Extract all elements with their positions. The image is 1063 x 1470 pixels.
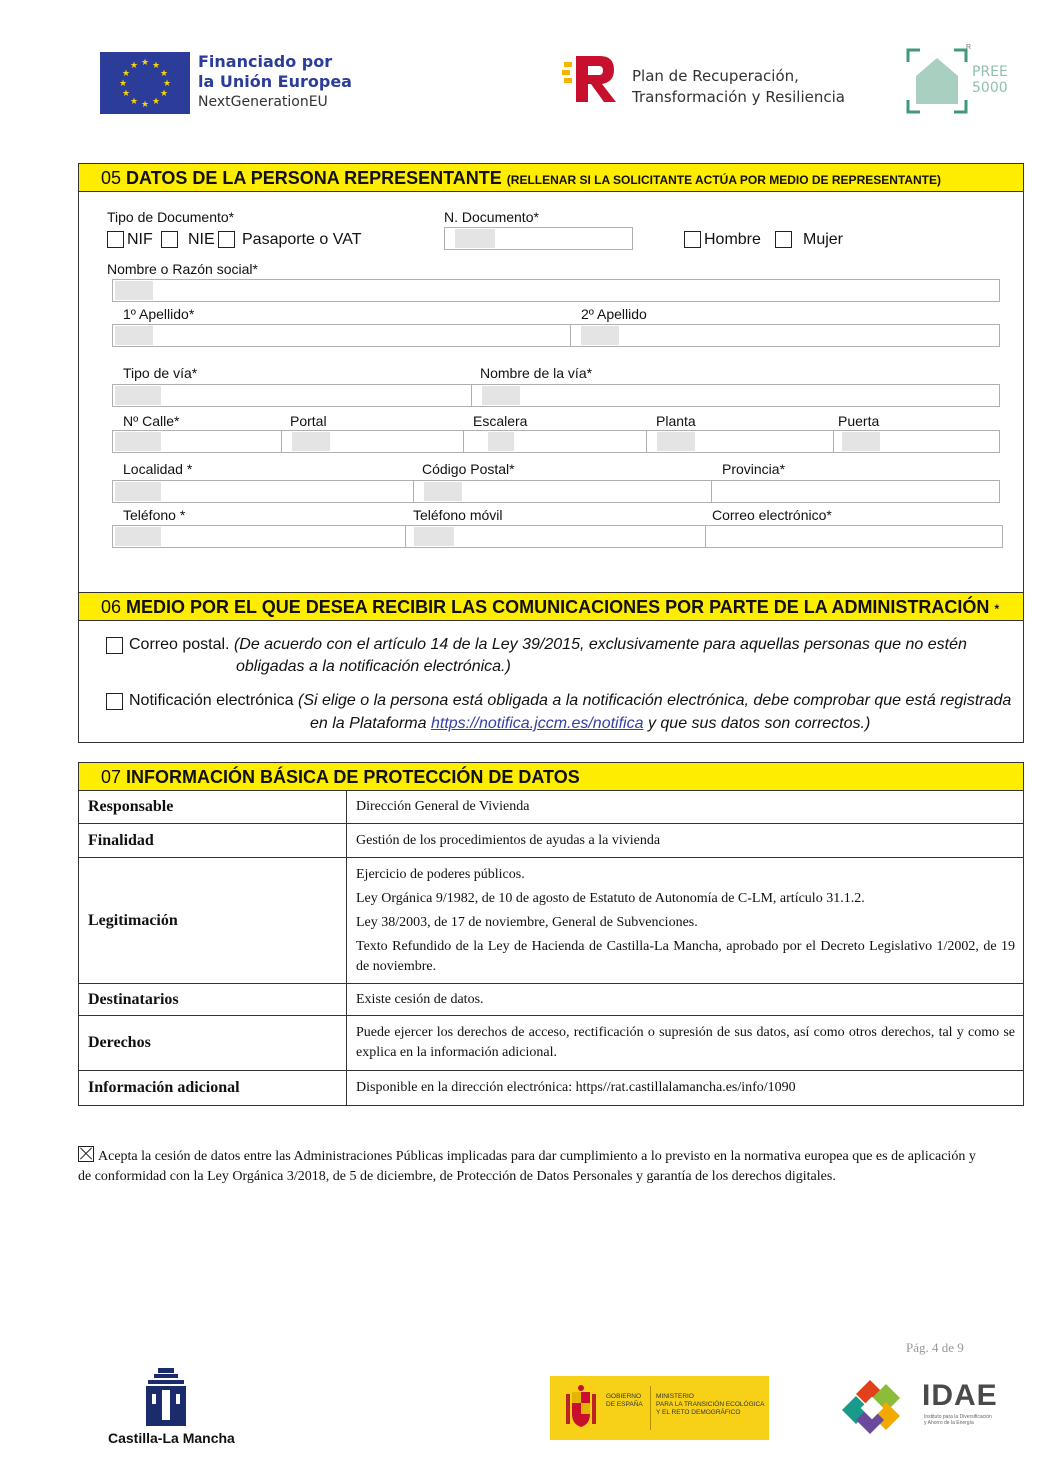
- mujer-checkbox[interactable]: [775, 231, 792, 248]
- tipo-via-label: Tipo de vía*: [123, 365, 198, 381]
- portal-label: Portal: [290, 413, 327, 429]
- pree-line-1: PREE: [972, 64, 1008, 80]
- correo-postal-checkbox[interactable]: [106, 637, 123, 654]
- section-06-title: MEDIO POR EL QUE DESEA RECIBIR LAS COMUNICACIONES POR PARTE DE LA ADMINISTRACIÓN: [126, 597, 990, 617]
- notificacion-electronica-text: [129, 690, 1011, 712]
- row-key: Destinatarios: [79, 984, 347, 1016]
- field-shading: [115, 527, 161, 546]
- ministerio-line-1: MINISTERIO: [656, 1393, 694, 1400]
- eu-line-3: NextGenerationEU: [198, 94, 328, 110]
- consent-text: Acepta la cesión de datos entre las Administraciones Públicas implicadas para dar cumplimiento a lo previsto en la normativa europea que es de aplicación y de conformidad con la Ley Orgánica 3/2018, de 5 de diciembre, de Protección de Datos Personales y garantía de los derechos digitales.: [78, 1149, 976, 1184]
- apellido1-label: 1º Apellido*: [123, 306, 195, 322]
- field-shading: [842, 432, 880, 451]
- section-07-header-box: [78, 762, 1024, 791]
- provincia-input[interactable]: [711, 481, 999, 502]
- apellido1-input[interactable]: [113, 325, 570, 346]
- gobierno-espana-logo: [550, 1376, 769, 1440]
- field-shading: [292, 432, 330, 451]
- table-row: [79, 1071, 1024, 1106]
- prtr-text: [632, 66, 845, 108]
- notificacion-electronica-checkbox[interactable]: [106, 693, 123, 710]
- nombre-input[interactable]: [112, 279, 1000, 302]
- table-row: [79, 858, 1024, 984]
- section-07-number: 07: [101, 767, 122, 787]
- row-value: [347, 858, 1024, 984]
- section-05-number: 05: [101, 168, 122, 188]
- eu-line-1: Financiado por: [198, 52, 333, 71]
- escalera-input[interactable]: [463, 431, 646, 452]
- table-row: [79, 791, 1024, 824]
- row-key: Información adicional: [79, 1071, 347, 1106]
- row-value: [347, 984, 1024, 1016]
- notificacion-electronica-line2: [310, 713, 870, 735]
- castilla-la-mancha-label: Castilla-La Mancha: [108, 1430, 235, 1446]
- provincia-label: Provincia*: [722, 461, 786, 477]
- nif-checkbox[interactable]: [107, 231, 124, 248]
- value-line: Disponible en la dirección electrónica: https//rat.castillalamancha.es/info/1090: [356, 1080, 796, 1095]
- pree-registered-mark: R: [966, 44, 972, 51]
- value-line: Ley Orgánica 9/1982, de 10 de agosto de Estatuto de Autonomía de C-LM, artículo 31.1.2.: [356, 890, 865, 906]
- n-documento-input[interactable]: [444, 227, 633, 250]
- section-05-subtitle: (RELLENAR SI LA SOLICITANTE ACTÚA POR MEDIO DE REPRESENTANTE): [506, 173, 942, 187]
- escalera-label: Escalera: [473, 413, 528, 429]
- codigo-postal-input[interactable]: [413, 481, 711, 502]
- prtr-line-1: Plan de Recuperación,: [632, 67, 799, 85]
- pasaporte-label: Pasaporte o VAT: [242, 231, 362, 248]
- field-shading: [482, 386, 520, 405]
- notifica-platform-link[interactable]: https://notifica.jccm.es/notifica: [430, 715, 644, 732]
- correo-postal-label: Correo postal.: [129, 636, 230, 653]
- planta-label: Planta: [656, 413, 696, 429]
- section-06-asterisk: *: [994, 602, 1000, 616]
- nie-checkbox[interactable]: [161, 231, 178, 248]
- row-value: [347, 1016, 1024, 1071]
- correo-postal-text: [129, 634, 967, 656]
- row-key: Derechos: [79, 1016, 347, 1071]
- table-row: [79, 1016, 1024, 1071]
- value-line: Texto Refundido de la Ley de Hacienda de Castilla-La Mancha, aprobado por el Decreto Legislativo 1/2002, de 19 de noviembre.: [356, 938, 1015, 974]
- value-line: Dirección General de Vivienda: [356, 799, 530, 814]
- eu-flag-logo: ★ ★ ★ ★ ★ ★ ★ ★ ★ ★ ★ ★: [100, 52, 190, 114]
- numero-row: [112, 430, 1000, 453]
- value-line: Puede ejercer los derechos de acceso, rectificación o supresión de sus datos, así como otros derechos, tal y como se explica en la información adicional.: [356, 1025, 1015, 1060]
- section-05-representante: [78, 163, 1024, 593]
- notificacion-note-2b: y que sus datos son correctos.): [647, 715, 871, 732]
- prtr-logo: [560, 52, 618, 104]
- field-shading: [455, 229, 495, 248]
- idae-subtitle: [924, 1414, 992, 1426]
- tipo-via-input[interactable]: [113, 385, 471, 406]
- field-shading: [115, 326, 153, 345]
- section-06-comunicaciones: [78, 592, 1024, 743]
- pree-line-2: 5000: [972, 80, 1008, 96]
- mujer-label: Mujer: [803, 231, 844, 248]
- localidad-input[interactable]: [113, 481, 413, 502]
- correo-postal-note-line2: [236, 656, 511, 678]
- telefono-movil-input[interactable]: [405, 526, 705, 547]
- section-05-header: [79, 164, 1023, 192]
- row-value: [347, 824, 1024, 858]
- gobierno-divider: [650, 1386, 651, 1430]
- correo-postal-note-1: (De acuerdo con el artículo 14 de la Ley 39/2015, exclusivamente para aquellas personas que no estén: [233, 636, 967, 653]
- codigo-postal-label: Código Postal*: [422, 461, 515, 477]
- ministerio-line-3: Y EL RETO DEMOGRÁFICO: [656, 1409, 741, 1416]
- pree-text: [972, 64, 1008, 96]
- prtr-line-2: Transformación y Resiliencia: [632, 88, 845, 106]
- field-shading: [115, 281, 153, 300]
- telefono-movil-label: Teléfono móvil: [413, 507, 503, 523]
- portal-input[interactable]: [281, 431, 463, 452]
- n-documento-label: N. Documento*: [444, 209, 539, 225]
- page-number: Pág. 4 de 9: [906, 1340, 964, 1355]
- row-key: Finalidad: [79, 824, 347, 858]
- correo-input[interactable]: [705, 526, 1002, 547]
- nie-label: NIE: [188, 231, 215, 248]
- field-shading: [115, 482, 161, 501]
- notificacion-note-2a: en la Plataforma: [310, 715, 427, 732]
- idae-wordmark: IDAE: [922, 1379, 998, 1412]
- via-row: [112, 384, 1000, 407]
- section-06-header: [79, 593, 1023, 621]
- idae-logo-mark: [840, 1376, 920, 1436]
- value-line: Gestión de los procedimientos de ayudas a la vivienda: [356, 832, 661, 848]
- spain-coat-of-arms-icon: [564, 1384, 598, 1430]
- gobierno-text: [606, 1393, 643, 1409]
- field-shading: [414, 527, 454, 546]
- puerta-label: Puerta: [838, 413, 880, 429]
- row-key: Responsable: [79, 791, 347, 824]
- row-value: [347, 1071, 1024, 1106]
- consent-checkbox-checked[interactable]: [78, 1146, 94, 1162]
- idae-sub-line-2: y Ahorro de la Energía: [924, 1420, 974, 1426]
- hombre-label: Hombre: [704, 231, 761, 248]
- field-shading: [115, 386, 161, 405]
- row-key: Legitimación: [79, 858, 347, 984]
- planta-input[interactable]: [646, 431, 833, 452]
- nombre-label: Nombre o Razón social*: [107, 261, 258, 277]
- n-calle-input[interactable]: [113, 431, 281, 452]
- castilla-la-mancha-castle-icon: [140, 1366, 192, 1428]
- gobierno-line-1: GOBIERNO: [606, 1393, 642, 1400]
- table-row: [79, 984, 1024, 1016]
- notificacion-electronica-note-1: (Si elige o la persona está obligada a la notificación electrónica, debe comprobar que está registrada: [297, 692, 1012, 709]
- proteccion-datos-table: [78, 790, 1024, 1106]
- value-line: Ejercicio de poderes públicos.: [356, 866, 525, 882]
- contacto-row: [112, 525, 1003, 548]
- notificacion-electronica-label: Notificación electrónica: [129, 692, 294, 709]
- field-shading: [657, 432, 695, 451]
- row-value: [347, 791, 1024, 824]
- value-line: Ley 38/2003, de 17 de noviembre, General de Subvenciones.: [356, 914, 698, 930]
- localidad-row: [112, 480, 1000, 503]
- nombre-via-label: Nombre de la vía*: [480, 365, 593, 381]
- idae-sub-line-1: Instituto para la Diversificación: [924, 1414, 992, 1420]
- section-05-title: DATOS DE LA PERSONA REPRESENTANTE: [126, 168, 502, 188]
- ministerio-text: [656, 1393, 765, 1417]
- apellidos-row: [112, 324, 1000, 347]
- field-shading: [488, 432, 514, 451]
- telefono-input[interactable]: [113, 526, 405, 547]
- ministerio-line-2: PARA LA TRANSICIÓN ECOLÓGICA: [656, 1401, 765, 1408]
- localidad-label: Localidad *: [123, 461, 193, 477]
- correo-label: Correo electrónico*: [712, 507, 832, 523]
- pasaporte-checkbox[interactable]: [218, 231, 235, 248]
- eu-funding-text: [198, 52, 352, 112]
- section-07-header: [79, 763, 1023, 791]
- n-calle-label: Nº Calle*: [123, 413, 180, 429]
- apellido2-input[interactable]: [570, 325, 999, 346]
- hombre-checkbox[interactable]: [684, 231, 701, 248]
- pree-house-logo: [906, 46, 968, 116]
- field-shading: [424, 482, 462, 501]
- section-06-number: 06: [101, 597, 122, 617]
- consent-paragraph: [78, 1146, 978, 1187]
- section-07-title: INFORMACIÓN BÁSICA DE PROTECCIÓN DE DATOS: [126, 767, 580, 787]
- correo-postal-note-2: obligadas a la notificación electrónica.): [236, 658, 511, 675]
- tipo-documento-label: Tipo de Documento*: [107, 209, 235, 225]
- puerta-input[interactable]: [833, 431, 999, 452]
- nombre-via-input[interactable]: [471, 385, 999, 406]
- nif-label: NIF: [127, 231, 153, 248]
- field-shading: [581, 326, 619, 345]
- table-row: [79, 824, 1024, 858]
- telefono-label: Teléfono *: [123, 507, 186, 523]
- eu-line-2: la Unión Europea: [198, 72, 352, 91]
- gobierno-line-2: DE ESPAÑA: [606, 1401, 643, 1408]
- apellido2-label: 2º Apellido: [581, 306, 647, 322]
- value-line: Existe cesión de datos.: [356, 991, 484, 1007]
- field-shading: [115, 432, 161, 451]
